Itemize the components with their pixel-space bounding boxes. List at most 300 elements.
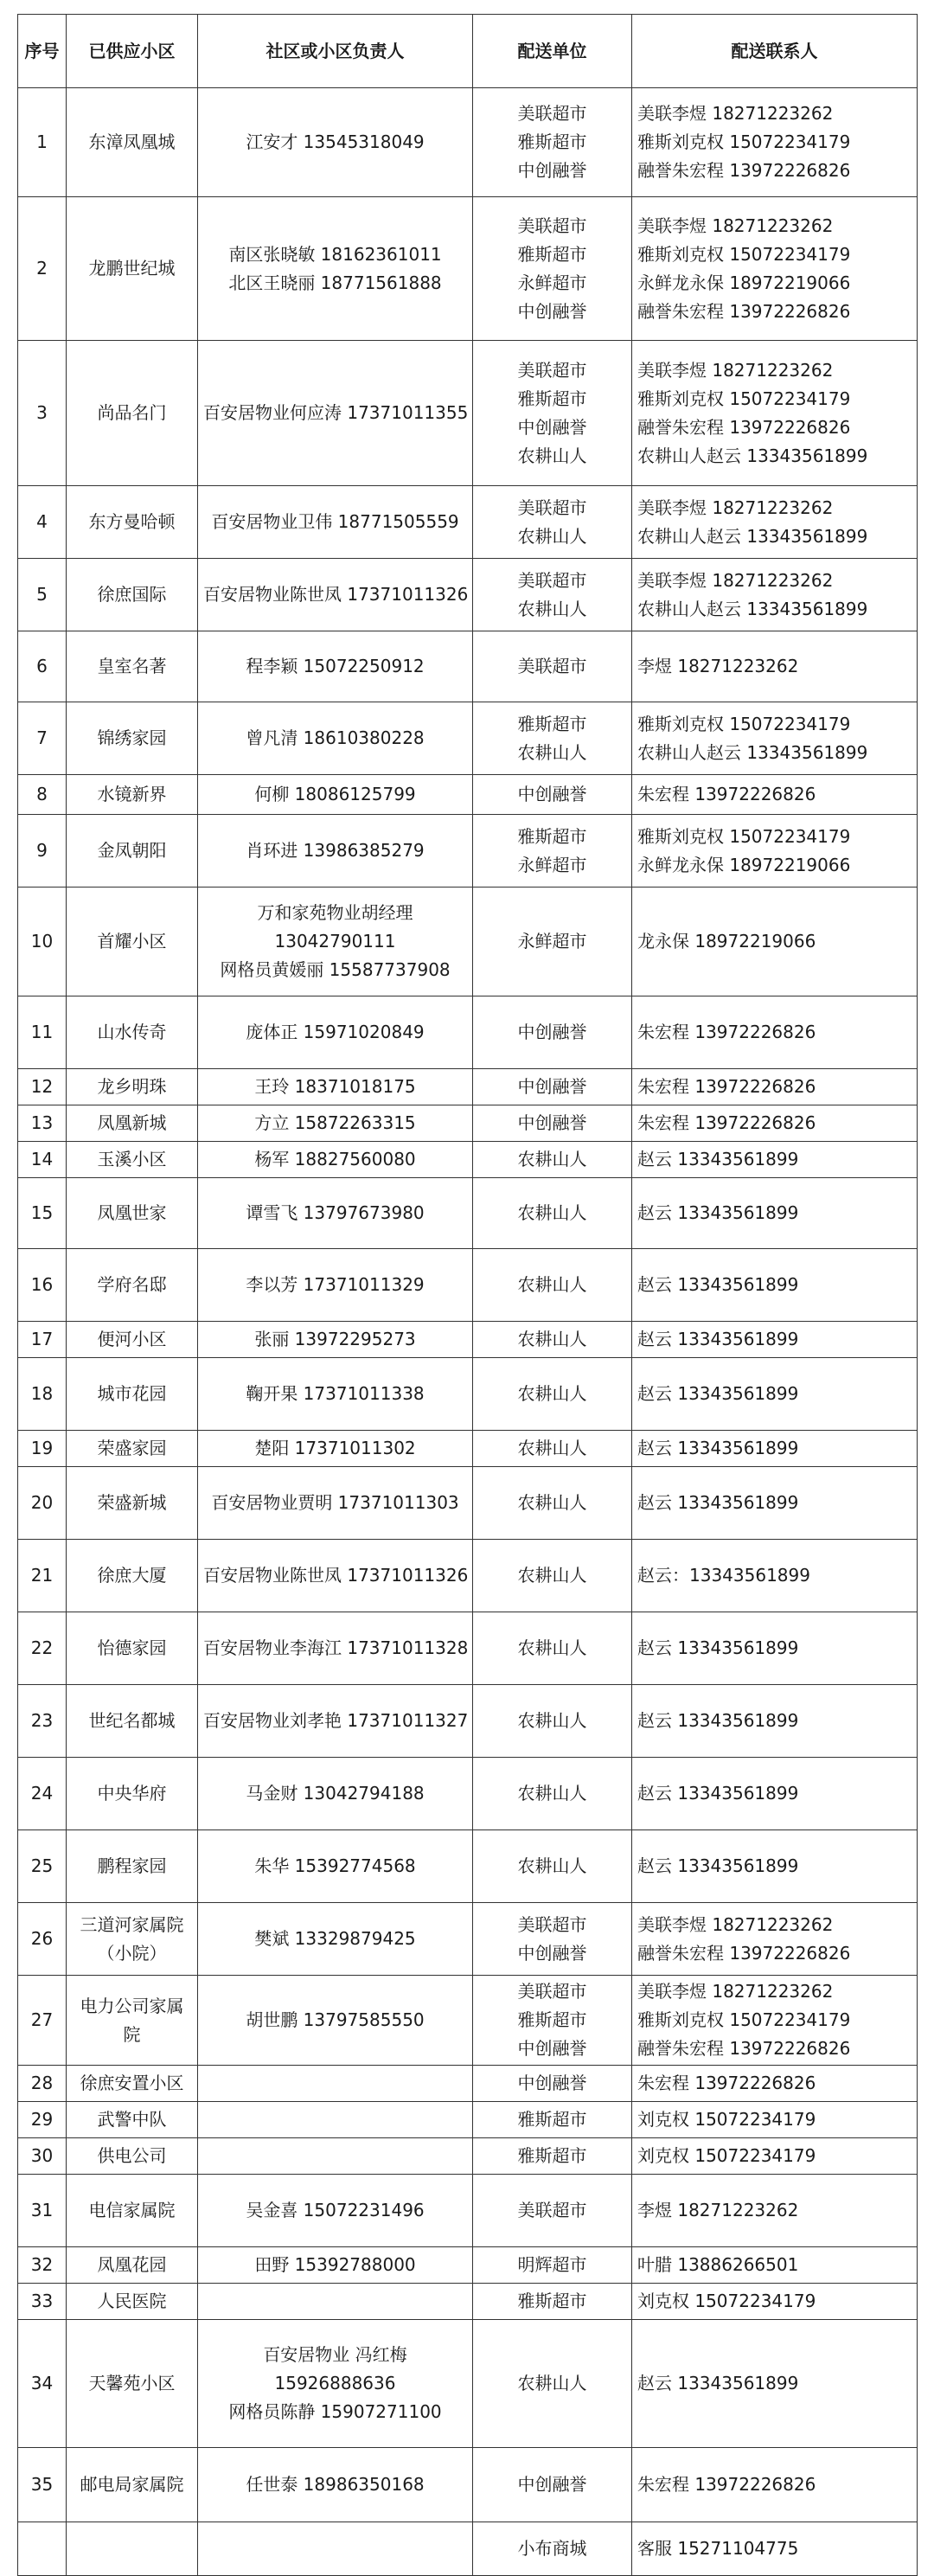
cell-manager (198, 1105, 473, 1142)
cell-delivery-contact-line: 美联李煜 18271223262 (637, 1913, 834, 1935)
cell-delivery-contact (632, 1431, 918, 1467)
cell-manager-line: 百安居物业刘孝艳 17371011327 (203, 1710, 469, 1731)
cell-manager (198, 815, 473, 888)
cell-community-line: 水镜新界 (97, 784, 167, 804)
cell-delivery-contact-line: 美联李煜 18271223262 (637, 103, 834, 124)
cell-manager (198, 1178, 473, 1249)
cell-manager (198, 2102, 473, 2138)
cell-index: 13 (18, 1105, 67, 1142)
cell-index: 5 (18, 559, 67, 631)
cell-community-line: 凤凰世家 (97, 1202, 167, 1223)
cell-community (67, 702, 198, 775)
cell-delivery-contact (632, 631, 918, 702)
cell-delivery-contact-line: 朱宏程 13972226826 (637, 1022, 816, 1042)
cell-manager (198, 1358, 473, 1431)
cell-delivery-unit (473, 2522, 632, 2576)
cell-community (67, 1358, 198, 1431)
table-row (18, 1612, 918, 1685)
cell-delivery-contact (632, 1358, 918, 1431)
cell-manager (198, 2522, 473, 2576)
cell-delivery-unit-line: 永鲜超市 (517, 272, 587, 293)
cell-manager-line: 吴金喜 15072231496 (246, 2200, 425, 2220)
cell-community (67, 631, 198, 702)
cell-delivery-unit (473, 2448, 632, 2522)
cell-manager-line: 胡世鹏 13797585550 (246, 2009, 425, 2030)
cell-manager (198, 2175, 473, 2247)
cell-delivery-unit-line: 农耕山人 (517, 1202, 587, 1223)
table-row (18, 1249, 918, 1322)
cell-community (67, 2175, 198, 2247)
cell-delivery-contact-line: 永鲜龙永保 18972219066 (637, 272, 851, 293)
cell-community-line: 东漳凤凰城 (88, 131, 176, 152)
cell-delivery-unit-line: 美联超市 (517, 1981, 587, 2002)
cell-community (67, 1830, 198, 1903)
cell-delivery-unit (473, 888, 632, 996)
cell-manager-line: 江安才 13545318049 (246, 131, 425, 152)
cell-manager (198, 2284, 473, 2320)
cell-manager-line: 百安居物业贾明 17371011303 (211, 1492, 459, 1513)
cell-community-line: 荣盛新城 (97, 1492, 167, 1513)
cell-delivery-contact-line: 叶腊 13886266501 (637, 2254, 799, 2275)
cell-community-line: 徐庶安置小区 (80, 2073, 184, 2093)
cell-delivery-unit-line: 农耕山人 (517, 1438, 587, 1458)
cell-delivery-unit-line: 小布商城 (517, 2538, 587, 2559)
cell-delivery-unit (473, 2138, 632, 2175)
cell-community-line: 人民医院 (97, 2291, 167, 2311)
cell-manager-line: 百安居物业卫伟 18771505559 (211, 511, 459, 532)
cell-delivery-contact-line: 朱宏程 13972226826 (637, 2474, 816, 2495)
cell-index: 18 (18, 1358, 67, 1431)
cell-community (67, 2138, 198, 2175)
table-row (18, 1105, 918, 1142)
cell-index: 17 (18, 1322, 67, 1358)
cell-delivery-contact (632, 1830, 918, 1903)
cell-index: 9 (18, 815, 67, 888)
cell-delivery-contact-line: 融誉朱宏程 13972226826 (637, 1942, 851, 1964)
cell-delivery-contact-line: 美联李煜 18271223262 (637, 569, 834, 591)
cell-delivery-contact (632, 1322, 918, 1358)
cell-community (67, 1249, 198, 1322)
cell-index: 22 (18, 1612, 67, 1685)
cell-delivery-unit (473, 2247, 632, 2284)
cell-delivery-unit-line: 农耕山人 (517, 445, 587, 466)
cell-index: 28 (18, 2066, 67, 2102)
cell-community-line: 电力公司家属 (80, 1995, 184, 2016)
cell-delivery-unit-line: 美联超市 (517, 1913, 587, 1935)
cell-manager (198, 996, 473, 1069)
table-row (18, 2138, 918, 2175)
cell-manager (198, 2066, 473, 2102)
cell-delivery-unit (473, 197, 632, 341)
cell-delivery-unit-line: 中创融誉 (517, 2073, 587, 2093)
cell-delivery-contact (632, 815, 918, 888)
cell-delivery-unit-line: 农耕山人 (517, 1274, 587, 1295)
cell-manager (198, 1322, 473, 1358)
header-delivery-unit: 配送单位 (473, 15, 632, 88)
cell-delivery-contact (632, 88, 918, 197)
cell-index: 35 (18, 2448, 67, 2522)
cell-delivery-unit-line: 雅斯超市 (517, 388, 587, 409)
cell-delivery-contact (632, 2175, 918, 2247)
cell-community-line: 徐庶大厦 (97, 1565, 167, 1586)
cell-delivery-contact-line: 刘克权 15072234179 (637, 2145, 816, 2166)
cell-community-line: 龙乡明珠 (97, 1076, 167, 1097)
table-row (18, 888, 918, 996)
cell-manager (198, 2320, 473, 2448)
cell-index: 34 (18, 2320, 67, 2448)
cell-delivery-unit (473, 1431, 632, 1467)
cell-delivery-unit (473, 1249, 632, 1322)
cell-manager (198, 2448, 473, 2522)
table-row (18, 1431, 918, 1467)
cell-delivery-unit (473, 1540, 632, 1612)
cell-manager-line: 肖环进 13986385279 (246, 840, 425, 861)
cell-delivery-contact-line: 融誉朱宏程 13972226826 (637, 416, 851, 438)
table-row (18, 2247, 918, 2284)
header-community: 已供应小区 (67, 15, 198, 88)
cell-delivery-contact (632, 559, 918, 631)
cell-delivery-unit-line: 中创融誉 (517, 416, 587, 438)
cell-delivery-unit (473, 2284, 632, 2320)
cell-delivery-unit-line: 农耕山人 (517, 1783, 587, 1804)
cell-community (67, 1903, 198, 1976)
cell-delivery-unit (473, 1976, 632, 2066)
cell-index: 21 (18, 1540, 67, 1612)
cell-index: 23 (18, 1685, 67, 1758)
cell-delivery-unit-line: 明辉超市 (517, 2254, 587, 2275)
cell-delivery-unit-line: 农耕山人 (517, 598, 587, 619)
cell-delivery-unit-line: 中创融誉 (517, 2038, 587, 2059)
cell-community (67, 2522, 198, 2576)
cell-community-line: 院 (123, 2023, 141, 2045)
table-row (18, 1467, 918, 1540)
cell-community (67, 486, 198, 559)
cell-delivery-contact-line: 赵云 13343561899 (637, 1637, 799, 1658)
cell-community-line: 便河小区 (97, 1329, 167, 1349)
cell-delivery-contact-line: 朱宏程 13972226826 (637, 784, 816, 804)
cell-delivery-contact-line: 赵云 13343561899 (637, 1438, 799, 1458)
cell-community-line: 中央华府 (97, 1783, 167, 1804)
cell-delivery-contact (632, 1142, 918, 1178)
cell-delivery-contact (632, 2138, 918, 2175)
cell-community-line: 武警中队 (97, 2109, 167, 2130)
cell-index: 31 (18, 2175, 67, 2247)
cell-delivery-unit-line: 美联超市 (517, 215, 587, 236)
cell-delivery-unit-line: 农耕山人 (517, 525, 587, 547)
cell-delivery-contact-line: 农耕山人赵云 13343561899 (637, 598, 868, 619)
cell-community (67, 2320, 198, 2448)
cell-manager-line: 谭雪飞 13797673980 (246, 1202, 425, 1223)
cell-index: 24 (18, 1758, 67, 1830)
cell-delivery-contact (632, 2522, 918, 2576)
table-row (18, 1142, 918, 1178)
cell-delivery-contact-line: 赵云 13343561899 (637, 1274, 799, 1295)
cell-index: 15 (18, 1178, 67, 1249)
cell-delivery-unit (473, 1322, 632, 1358)
cell-delivery-unit-line: 中创融誉 (517, 1076, 587, 1097)
cell-index: 19 (18, 1431, 67, 1467)
cell-community-line: 荣盛家园 (97, 1438, 167, 1458)
cell-community-line: 锦绣家园 (97, 727, 167, 748)
cell-delivery-unit-line: 中创融誉 (517, 1942, 587, 1964)
cell-manager-line: 程李颖 15072250912 (246, 656, 425, 676)
cell-delivery-unit-line: 美联超市 (517, 497, 587, 518)
cell-community (67, 1467, 198, 1540)
cell-manager-line: 百安居物业陈世凤 17371011326 (203, 1565, 469, 1586)
cell-delivery-contact (632, 888, 918, 996)
cell-manager (198, 1142, 473, 1178)
cell-delivery-unit (473, 2320, 632, 2448)
table-row (18, 631, 918, 702)
cell-manager-line: 南区张晓敏 18162361011 (228, 243, 442, 265)
cell-delivery-contact (632, 1903, 918, 1976)
table-header-row (18, 15, 918, 88)
cell-community (67, 1142, 198, 1178)
cell-delivery-unit-line: 农耕山人 (517, 1492, 587, 1513)
cell-index: 12 (18, 1069, 67, 1105)
cell-manager-line: 万和家苑物业胡经理 (257, 902, 413, 923)
cell-community-line: 世纪名都城 (88, 1710, 176, 1731)
cell-delivery-contact (632, 2284, 918, 2320)
cell-delivery-unit (473, 1903, 632, 1976)
cell-delivery-unit-line: 中创融誉 (517, 1112, 587, 1133)
table-row (18, 2066, 918, 2102)
cell-community (67, 341, 198, 486)
cell-delivery-unit (473, 341, 632, 486)
cell-community (67, 1758, 198, 1830)
cell-community-line: 皇室名著 (97, 656, 167, 676)
cell-community (67, 996, 198, 1069)
cell-delivery-contact-line: 赵云 13343561899 (637, 1202, 799, 1223)
cell-delivery-unit (473, 559, 632, 631)
cell-delivery-unit (473, 486, 632, 559)
cell-community-line: 邮电局家属院 (80, 2474, 184, 2495)
header-delivery-contact: 配送联系人 (632, 15, 918, 88)
cell-manager-line: 任世泰 18986350168 (246, 2474, 425, 2495)
cell-delivery-unit-line: 雅斯超市 (517, 2291, 587, 2311)
cell-community-line: 首耀小区 (97, 931, 167, 952)
cell-manager-line: 15926888636 (274, 2373, 396, 2393)
cell-index: 10 (18, 888, 67, 996)
cell-index: 1 (18, 88, 67, 197)
cell-index: 14 (18, 1142, 67, 1178)
cell-delivery-unit-line: 美联超市 (517, 569, 587, 591)
cell-manager (198, 1467, 473, 1540)
cell-delivery-unit (473, 775, 632, 815)
cell-community-line: 学府名邸 (97, 1274, 167, 1295)
table-row (18, 1903, 918, 1976)
cell-manager-line: 13042790111 (274, 931, 396, 952)
table-row (18, 1178, 918, 1249)
cell-community-line: 三道河家属院 (80, 1913, 184, 1935)
cell-delivery-contact-line: 朱宏程 13972226826 (637, 2073, 816, 2093)
cell-community-line: 玉溪小区 (97, 1149, 167, 1169)
cell-manager-line: 网格员陈静 15907271100 (228, 2401, 442, 2422)
cell-delivery-unit (473, 1830, 632, 1903)
table-row (18, 2320, 918, 2448)
table-row (18, 1069, 918, 1105)
table-row (18, 197, 918, 341)
cell-delivery-contact-line: 雅斯刘克权 15072234179 (637, 243, 851, 265)
cell-delivery-contact-line: 雅斯刘克权 15072234179 (637, 388, 851, 409)
cell-delivery-unit (473, 996, 632, 1069)
cell-manager (198, 1830, 473, 1903)
cell-delivery-contact (632, 2066, 918, 2102)
cell-delivery-unit-line: 农耕山人 (517, 1855, 587, 1876)
cell-delivery-unit (473, 1758, 632, 1830)
cell-delivery-contact-line: 朱宏程 13972226826 (637, 1076, 816, 1097)
cell-delivery-contact-line: 美联李煜 18271223262 (637, 359, 834, 381)
cell-delivery-unit (473, 2066, 632, 2102)
cell-delivery-contact (632, 2102, 918, 2138)
cell-community (67, 1069, 198, 1105)
cell-community (67, 559, 198, 631)
table-row (18, 1976, 918, 2066)
cell-delivery-contact-line: 雅斯刘克权 15072234179 (637, 713, 851, 734)
cell-community (67, 1178, 198, 1249)
cell-delivery-unit (473, 88, 632, 197)
cell-manager (198, 1249, 473, 1322)
table-row (18, 2175, 918, 2247)
cell-delivery-unit-line: 美联超市 (517, 656, 587, 676)
cell-delivery-contact-line: 美联李煜 18271223262 (637, 497, 834, 518)
cell-delivery-unit (473, 1105, 632, 1142)
cell-delivery-contact (632, 1685, 918, 1758)
table-row (18, 2284, 918, 2320)
cell-delivery-contact-line: 龙永保 18972219066 (637, 931, 816, 952)
cell-delivery-unit (473, 702, 632, 775)
cell-community (67, 88, 198, 197)
cell-community (67, 775, 198, 815)
table-row (18, 2102, 918, 2138)
cell-delivery-unit-line: 农耕山人 (517, 1149, 587, 1169)
cell-community (67, 815, 198, 888)
cell-delivery-unit-line: 农耕山人 (517, 1329, 587, 1349)
table-row (18, 486, 918, 559)
cell-delivery-unit-line: 中创融誉 (517, 2474, 587, 2495)
cell-delivery-unit-line: 永鲜超市 (517, 854, 587, 875)
cell-manager-line: 鞠开果 17371011338 (246, 1383, 425, 1404)
cell-community-line: 龙鹏世纪城 (88, 258, 176, 279)
cell-delivery-unit-line: 美联超市 (517, 359, 587, 381)
cell-manager-line: 楚阳 17371011302 (254, 1438, 416, 1458)
cell-manager-line: 朱华 15392774568 (254, 1855, 416, 1876)
cell-index: 33 (18, 2284, 67, 2320)
cell-delivery-contact (632, 1069, 918, 1105)
table-row (18, 2522, 918, 2576)
cell-manager-line: 樊斌 13329879425 (254, 1928, 416, 1949)
cell-index: 26 (18, 1903, 67, 1976)
table-row (18, 1758, 918, 1830)
cell-delivery-contact (632, 1540, 918, 1612)
cell-index: 16 (18, 1249, 67, 1322)
cell-manager-line: 马金财 13042794188 (246, 1783, 425, 1804)
cell-community-line: 东方曼哈顿 (88, 511, 176, 532)
table-body (18, 88, 918, 2576)
cell-community-line: 天馨苑小区 (88, 2373, 176, 2393)
cell-delivery-contact-line: 赵云 13343561899 (637, 2373, 799, 2393)
cell-delivery-unit-line: 雅斯超市 (517, 243, 587, 265)
cell-manager (198, 1976, 473, 2066)
cell-delivery-contact-line: 赵云 13343561899 (637, 1783, 799, 1804)
cell-delivery-unit-line: 农耕山人 (517, 1565, 587, 1586)
cell-index: 8 (18, 775, 67, 815)
cell-manager-line: 杨军 18827560080 (254, 1149, 416, 1169)
cell-delivery-unit-line: 农耕山人 (517, 1637, 587, 1658)
cell-manager (198, 1069, 473, 1105)
cell-delivery-unit-line: 雅斯超市 (517, 2109, 587, 2130)
table-row (18, 815, 918, 888)
cell-community (67, 1105, 198, 1142)
table-row (18, 1685, 918, 1758)
cell-delivery-unit-line: 农耕山人 (517, 2373, 587, 2393)
cell-community-line: 供电公司 (97, 2145, 167, 2166)
cell-community (67, 1685, 198, 1758)
cell-community (67, 2066, 198, 2102)
cell-manager-line: 王玲 18371018175 (254, 1076, 416, 1097)
cell-manager-line: 何柳 18086125799 (254, 784, 416, 804)
cell-manager (198, 341, 473, 486)
cell-delivery-contact-line: 美联李煜 18271223262 (637, 1981, 834, 2002)
cell-delivery-contact (632, 996, 918, 1069)
cell-manager (198, 486, 473, 559)
cell-index: 27 (18, 1976, 67, 2066)
cell-community (67, 2448, 198, 2522)
cell-community (67, 1612, 198, 1685)
table-row (18, 1358, 918, 1431)
cell-delivery-unit (473, 1685, 632, 1758)
table-row (18, 1830, 918, 1903)
cell-index: 29 (18, 2102, 67, 2138)
cell-community-line: 山水传奇 (97, 1022, 167, 1042)
cell-delivery-contact (632, 2320, 918, 2448)
cell-delivery-unit (473, 1069, 632, 1105)
cell-delivery-contact-line: 雅斯刘克权 15072234179 (637, 131, 851, 152)
cell-manager (198, 1612, 473, 1685)
header-index: 序号 (18, 15, 67, 88)
cell-delivery-contact-line: 永鲜龙永保 18972219066 (637, 854, 851, 875)
table-row (18, 559, 918, 631)
cell-community-line: 电信家属院 (88, 2200, 176, 2220)
cell-delivery-contact (632, 1467, 918, 1540)
cell-delivery-unit (473, 1612, 632, 1685)
cell-delivery-unit-line: 农耕山人 (517, 741, 587, 763)
cell-delivery-unit-line: 中创融誉 (517, 784, 587, 804)
cell-delivery-contact (632, 2448, 918, 2522)
cell-delivery-contact-line: 客服 15271104775 (637, 2538, 799, 2559)
cell-manager (198, 88, 473, 197)
cell-delivery-contact-line: 雅斯刘克权 15072234179 (637, 2009, 851, 2030)
cell-delivery-unit (473, 2102, 632, 2138)
cell-delivery-contact (632, 2247, 918, 2284)
cell-manager (198, 888, 473, 996)
cell-community-line: 尚品名门 (97, 402, 167, 423)
cell-delivery-contact-line: 刘克权 15072234179 (637, 2109, 816, 2130)
cell-delivery-contact-line: 美联李煜 18271223262 (637, 215, 834, 236)
cell-manager (198, 1431, 473, 1467)
cell-delivery-contact (632, 197, 918, 341)
cell-delivery-unit-line: 中创融誉 (517, 1022, 587, 1042)
cell-manager-line: 百安居物业 冯红梅 (263, 2344, 407, 2365)
cell-delivery-unit (473, 2175, 632, 2247)
cell-community-line: 城市花园 (97, 1383, 167, 1404)
cell-community (67, 2102, 198, 2138)
cell-community-line: 鹏程家园 (97, 1855, 167, 1876)
cell-community (67, 888, 198, 996)
table-row (18, 1322, 918, 1358)
cell-delivery-unit-line: 雅斯超市 (517, 131, 587, 152)
cell-manager-line: 网格员黄媛丽 15587737908 (220, 959, 451, 980)
